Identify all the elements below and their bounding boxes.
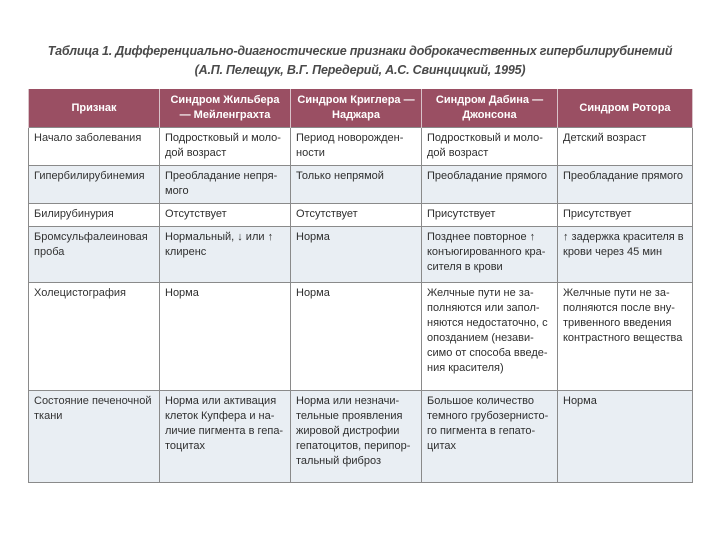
- row-feature-cell: Холецистография: [29, 283, 160, 391]
- row-feature-cell: Гипербилирубинемия: [29, 166, 160, 204]
- row-feature-cell: Состояние печеночной ткани: [29, 391, 160, 483]
- table-cell: ↑ задержка красителя в крови через 45 мин: [558, 227, 693, 283]
- table-cell: Норма: [291, 283, 422, 391]
- table-cell: Норма или незначи-тельные проявления жировой дистрофии гепатоцитов, перипор-тальный фиброз: [291, 391, 422, 483]
- header-rotor: Синдром Ротора: [558, 89, 693, 128]
- table-cell: Преобладание непря-мого: [160, 166, 291, 204]
- header-gilbert: Синдром Жильбера — Мейленграхта: [160, 89, 291, 128]
- table-header-row: [29, 89, 693, 128]
- table-cell: Детский возраст: [558, 128, 693, 166]
- table-row: [29, 128, 693, 166]
- table-cell: Позднее повторное ↑ конъюгированного кра-сителя в крови: [422, 227, 558, 283]
- table-cell: Норма или активация клеток Купфера и на-личие пигмента в гепа-тоцитах: [160, 391, 291, 483]
- table-cell: Норма: [291, 227, 422, 283]
- table-row: [29, 283, 693, 391]
- table-cell: Нормальный, ↓ или ↑ клиренс: [160, 227, 291, 283]
- table-cell: Преобладание прямого: [558, 166, 693, 204]
- row-feature-cell: Начало заболевания: [29, 128, 160, 166]
- table-row: [29, 391, 693, 483]
- row-feature-cell: Билирубинурия: [29, 204, 160, 227]
- table-cell: Норма: [558, 391, 693, 483]
- table-cell: Преобладание прямого: [422, 166, 558, 204]
- table-cell: Только непрямой: [291, 166, 422, 204]
- table-cell: Желчные пути не за-полняются после вну-тривенного введения контрастного вещества: [558, 283, 693, 391]
- table-caption-title: Таблица 1. Дифференциально-диагностические признаки доброкачественных гипербилирубинемий: [47, 44, 673, 58]
- table-cell: Присутствует: [558, 204, 693, 227]
- table-cell: Период новорожден-ности: [291, 128, 422, 166]
- header-crigler-najjar: Синдром Криглера — Наджара: [291, 89, 422, 128]
- header-feature: Признак: [29, 89, 160, 128]
- table-row: [29, 166, 693, 204]
- table-cell: Присутствует: [422, 204, 558, 227]
- table-caption-source: (А.П. Пелещук, В.Г. Передерий, А.С. Свинцицкий, 1995): [194, 63, 526, 77]
- table-cell: Отсутствует: [291, 204, 422, 227]
- row-feature-cell: Бромсульфалеиновая проба: [29, 227, 160, 283]
- table-row: [29, 204, 693, 227]
- diagnostic-table: [28, 89, 693, 483]
- table-cell: Большое количество темного грубозернисто-го пигмента в гепато-цитах: [422, 391, 558, 483]
- table-cell: Отсутствует: [160, 204, 291, 227]
- table-cell: Норма: [160, 283, 291, 391]
- table-cell: Подростковый и моло-дой возраст: [160, 128, 291, 166]
- table-cell: Желчные пути не за-полняются или запол-няются недостаточно, с опозданием (незави-симо от способа введе-ния красителя): [422, 283, 558, 391]
- table-row: [29, 227, 693, 283]
- table-cell: Подростковый и моло-дой возраст: [422, 128, 558, 166]
- header-dubin-johnson: Синдром Дабина — Джонсона: [422, 89, 558, 128]
